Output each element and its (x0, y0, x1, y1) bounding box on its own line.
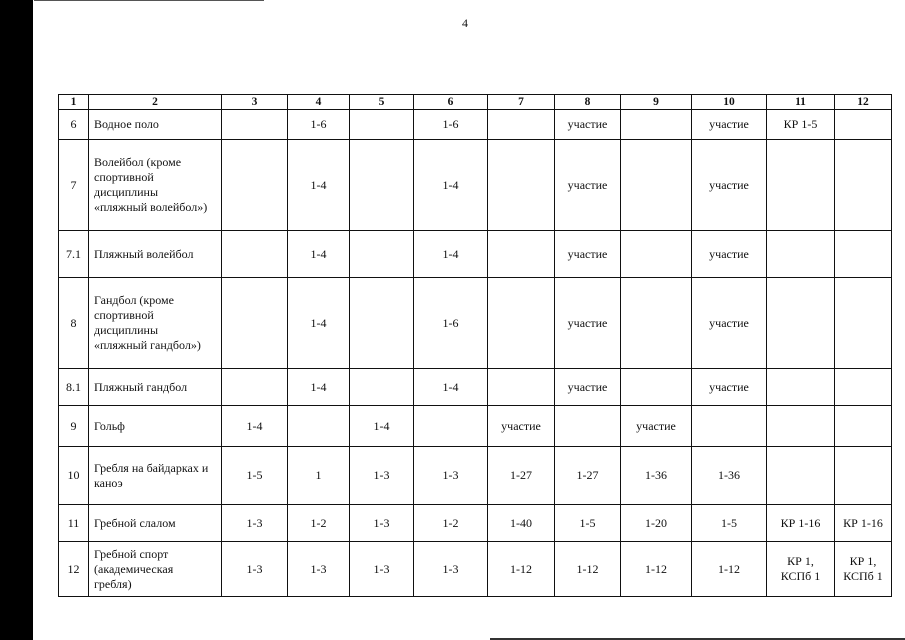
sport-name-cell: Пляжный волейбол (89, 231, 222, 278)
table-cell (835, 140, 892, 231)
column-header: 12 (835, 95, 892, 110)
table-cell: 1-5 (692, 505, 767, 542)
row-number-cell: 6 (59, 110, 89, 140)
table-cell: 1-20 (621, 505, 692, 542)
table-cell: 1-5 (555, 505, 621, 542)
table-cell: КР 1-16 (767, 505, 835, 542)
table-cell: 1-5 (222, 447, 288, 505)
column-header: 7 (488, 95, 555, 110)
table-cell (835, 447, 892, 505)
sport-name-cell: Гребной слалом (89, 505, 222, 542)
table-cell (488, 140, 555, 231)
row-number-cell: 8.1 (59, 369, 89, 406)
table-cell: участие (488, 406, 555, 447)
table-cell: 1-4 (288, 369, 350, 406)
column-header: 10 (692, 95, 767, 110)
table-cell: 1-40 (488, 505, 555, 542)
table-cell (621, 278, 692, 369)
row-number-cell: 9 (59, 406, 89, 447)
table-cell: участие (555, 278, 621, 369)
table-cell: 1-4 (288, 140, 350, 231)
table-cell: 1-4 (288, 231, 350, 278)
table-cell: участие (555, 140, 621, 231)
table-row (59, 447, 892, 505)
table-row (59, 140, 892, 231)
table-cell: 1-6 (414, 278, 488, 369)
table-cell (488, 110, 555, 140)
table-cell (621, 140, 692, 231)
sport-name-cell: Гребной спорт (академическая гребля) (89, 542, 222, 597)
table-cell: 1-36 (692, 447, 767, 505)
table-cell (835, 406, 892, 447)
table-cell: КР 1-16 (835, 505, 892, 542)
table-cell: 1-3 (350, 505, 414, 542)
table-cell: 1-3 (414, 542, 488, 597)
table-cell (767, 231, 835, 278)
row-number-cell: 12 (59, 542, 89, 597)
row-number-cell: 10 (59, 447, 89, 505)
table-row (59, 542, 892, 597)
table-cell (488, 231, 555, 278)
table-cell: участие (555, 231, 621, 278)
row-number-cell: 8 (59, 278, 89, 369)
column-header: 8 (555, 95, 621, 110)
table-cell (488, 278, 555, 369)
table-cell: 1-3 (222, 542, 288, 597)
table-cell: 1-3 (288, 542, 350, 597)
table-cell: 1-4 (414, 140, 488, 231)
table-cell: 1-4 (222, 406, 288, 447)
table-cell: участие (692, 110, 767, 140)
scan-top-line (34, 0, 264, 1)
table-row (59, 231, 892, 278)
table-body (59, 95, 892, 597)
column-header: 4 (288, 95, 350, 110)
table-cell: 1-6 (414, 110, 488, 140)
column-header: 5 (350, 95, 414, 110)
table-cell (621, 231, 692, 278)
table-cell (555, 406, 621, 447)
table-cell (350, 369, 414, 406)
table-cell (222, 140, 288, 231)
table-cell (835, 110, 892, 140)
sport-name-cell: Пляжный гандбол (89, 369, 222, 406)
table-cell: 1-4 (414, 369, 488, 406)
column-header: 11 (767, 95, 835, 110)
table-cell: участие (555, 110, 621, 140)
table-cell: 1-3 (222, 505, 288, 542)
sport-name-cell: Волейбол (кроме спортивной дисциплины «пляжный волейбол») (89, 140, 222, 231)
page-number: 4 (462, 16, 468, 30)
table-header-row (59, 95, 892, 110)
table-cell (767, 278, 835, 369)
table-cell: участие (621, 406, 692, 447)
row-number-cell: 7 (59, 140, 89, 231)
column-header: 3 (222, 95, 288, 110)
table-cell (222, 278, 288, 369)
table-cell (350, 140, 414, 231)
table-cell (288, 406, 350, 447)
table-cell: КР 1, КСПб 1 (767, 542, 835, 597)
sport-name-cell: Гребля на байдарках и каноэ (89, 447, 222, 505)
table-cell (835, 369, 892, 406)
table-cell (767, 369, 835, 406)
table-cell: КР 1, КСПб 1 (835, 542, 892, 597)
table-row (59, 110, 892, 140)
table-cell (488, 369, 555, 406)
table-cell (835, 231, 892, 278)
table-cell: участие (692, 369, 767, 406)
table-cell (621, 369, 692, 406)
row-number-cell: 11 (59, 505, 89, 542)
table-cell: 1-4 (414, 231, 488, 278)
sport-name-cell: Гольф (89, 406, 222, 447)
table-cell: 1-12 (555, 542, 621, 597)
table-cell (350, 278, 414, 369)
table-cell: 1 (288, 447, 350, 505)
table-cell: участие (692, 140, 767, 231)
column-header: 9 (621, 95, 692, 110)
table-cell: КР 1-5 (767, 110, 835, 140)
table-cell: 1-4 (350, 406, 414, 447)
table-cell (350, 110, 414, 140)
table-cell: 1-27 (555, 447, 621, 505)
sport-name-cell: Водное поло (89, 110, 222, 140)
sports-results-table (58, 94, 892, 597)
table-cell (350, 231, 414, 278)
row-number-cell: 7.1 (59, 231, 89, 278)
table-cell: 1-4 (288, 278, 350, 369)
table-cell: 1-2 (288, 505, 350, 542)
column-header: 6 (414, 95, 488, 110)
column-header: 1 (59, 95, 89, 110)
column-header: 2 (89, 95, 222, 110)
table-cell: 1-3 (350, 447, 414, 505)
table-cell: 1-12 (692, 542, 767, 597)
table-cell: 1-2 (414, 505, 488, 542)
table-cell: участие (692, 278, 767, 369)
table-cell (222, 110, 288, 140)
table-cell (767, 406, 835, 447)
table-cell (767, 447, 835, 505)
table-cell (621, 110, 692, 140)
table-cell: 1-6 (288, 110, 350, 140)
scan-dark-margin (0, 0, 33, 640)
table-cell (222, 369, 288, 406)
table-cell: 1-27 (488, 447, 555, 505)
table-cell (222, 231, 288, 278)
sport-name-cell: Гандбол (кроме спортивной дисциплины «пляжный гандбол») (89, 278, 222, 369)
table-cell: 1-3 (414, 447, 488, 505)
table-cell: 1-12 (621, 542, 692, 597)
table-cell (767, 140, 835, 231)
table-row (59, 369, 892, 406)
table-cell: 1-12 (488, 542, 555, 597)
table-cell: 1-3 (350, 542, 414, 597)
table-cell: 1-36 (621, 447, 692, 505)
table-cell (414, 406, 488, 447)
table-cell (835, 278, 892, 369)
table-row (59, 505, 892, 542)
table-row (59, 278, 892, 369)
table-cell: участие (692, 231, 767, 278)
table-cell (692, 406, 767, 447)
table-cell: участие (555, 369, 621, 406)
table-row (59, 406, 892, 447)
